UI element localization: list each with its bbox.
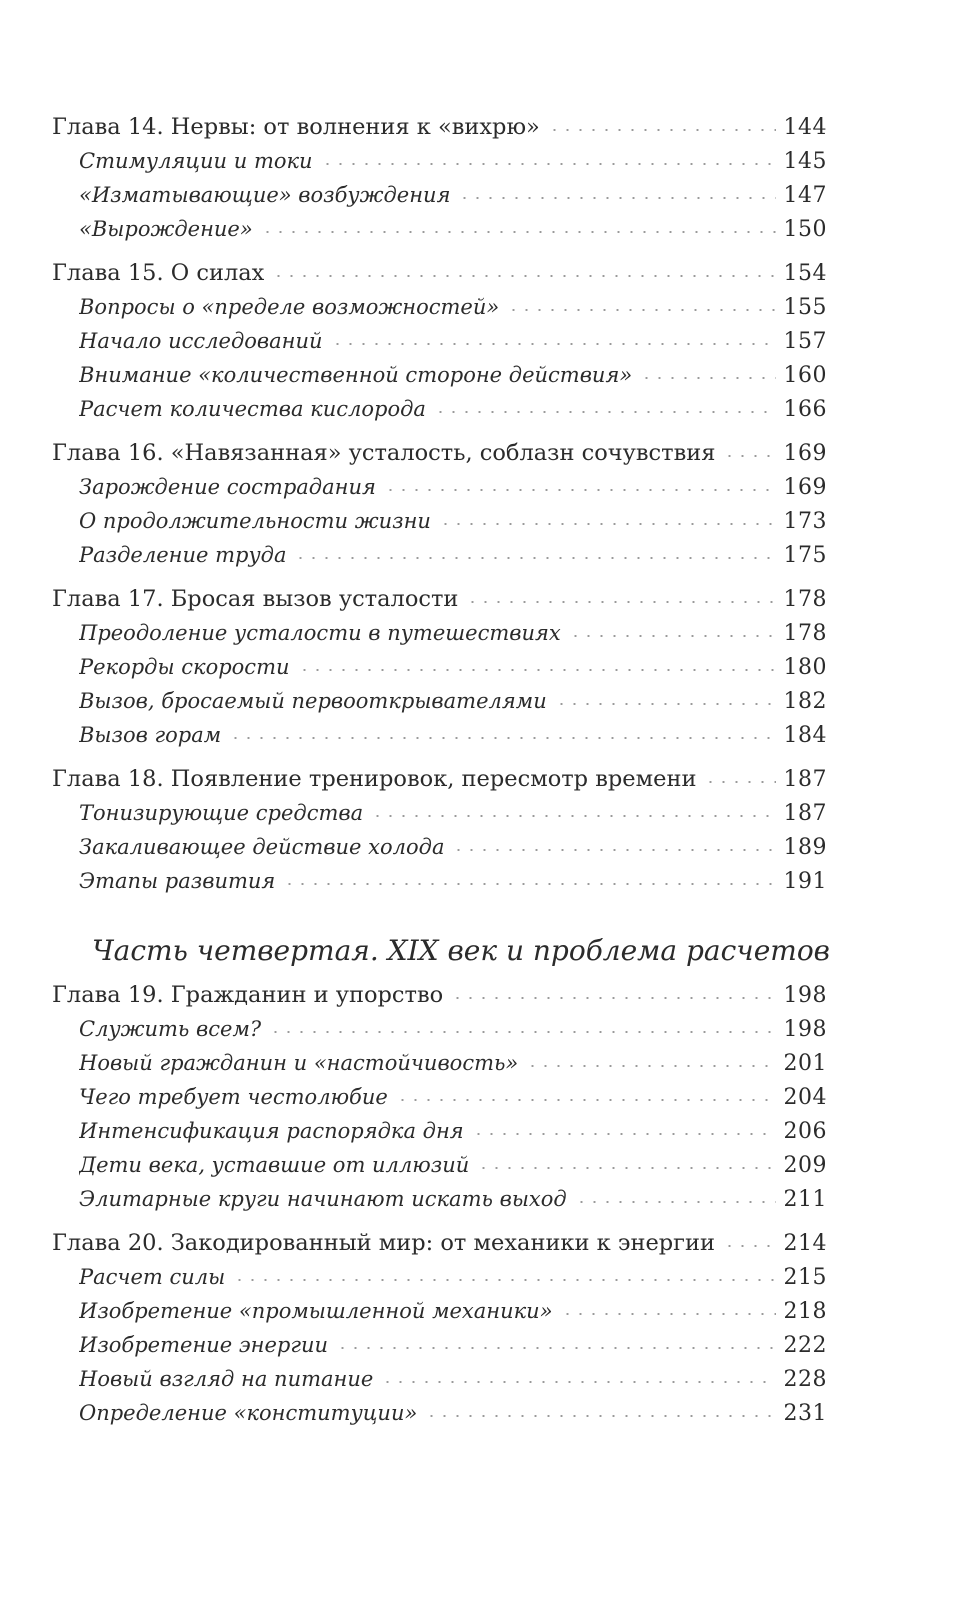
dot-leader xyxy=(298,669,776,671)
section-entry-title: Дети века, уставшие от иллюзий xyxy=(79,1153,470,1177)
page-number: 204 xyxy=(783,1085,827,1110)
section-entry[interactable] xyxy=(52,1114,827,1148)
page-number: 173 xyxy=(783,509,827,534)
section-entry[interactable] xyxy=(52,470,827,504)
section-entry[interactable] xyxy=(52,1046,827,1080)
dot-leader xyxy=(434,411,776,413)
page-number: 206 xyxy=(783,1119,827,1144)
page-number: 178 xyxy=(783,587,827,612)
dot-leader xyxy=(261,231,776,233)
chapter-entry[interactable] xyxy=(52,762,827,796)
section-entry[interactable] xyxy=(52,616,827,650)
page-number: 157 xyxy=(783,329,827,354)
section-entry-title: Этапы развития xyxy=(79,869,276,893)
page-number: 211 xyxy=(783,1187,827,1212)
dot-leader xyxy=(283,883,775,885)
page-number: 160 xyxy=(783,363,827,388)
section-entry-title: О продолжительности жизни xyxy=(79,509,431,533)
chapter-entry-title: Глава 19. Гражданин и упорство xyxy=(52,982,444,1008)
dot-leader xyxy=(331,343,776,345)
page-number: 198 xyxy=(783,983,827,1008)
dot-leader xyxy=(294,557,775,559)
dot-leader xyxy=(526,1065,775,1067)
page-number: 169 xyxy=(783,441,827,466)
page-number: 182 xyxy=(783,689,827,714)
section-entry-title: Элитарные круги начинают искать выход xyxy=(79,1187,567,1211)
page-number: 198 xyxy=(783,1017,827,1042)
dot-leader xyxy=(233,1279,775,1281)
section-entry-title: Интенсификация распорядка дня xyxy=(79,1119,464,1143)
section-entry-title: Изобретение «промышленной механики» xyxy=(79,1299,553,1323)
dot-leader xyxy=(396,1099,776,1101)
section-entry-title: Вызов, бросаемый первооткрывателями xyxy=(79,689,547,713)
chapter-group xyxy=(52,978,827,1216)
section-entry-title: Вызов горам xyxy=(79,723,222,747)
section-entry-title: Определение «конституции» xyxy=(79,1401,418,1425)
chapter-group xyxy=(52,256,827,426)
chapter-entry-title: Глава 17. Бросая вызов усталости xyxy=(52,586,459,612)
section-entry[interactable] xyxy=(52,538,827,572)
section-entry-title: Закаливающее действие холода xyxy=(79,835,445,859)
page-number: 201 xyxy=(783,1051,827,1076)
section-entry-title: «Вырождение» xyxy=(79,217,253,241)
chapter-entry-title: Глава 18. Появление тренировок, пересмотр времени xyxy=(52,766,697,792)
chapter-entry[interactable] xyxy=(52,1226,827,1260)
chapter-entry-title: Глава 14. Нервы: от волнения к «вихрю» xyxy=(52,114,540,140)
page-number: 184 xyxy=(783,723,827,748)
dot-leader xyxy=(555,703,776,705)
part-heading: Часть четвертая. XIX век и проблема расчетов xyxy=(92,934,830,967)
page-number: 147 xyxy=(783,183,827,208)
section-entry[interactable] xyxy=(52,290,827,324)
page-number: 150 xyxy=(783,217,827,242)
chapter-entry-title: Глава 16. «Навязанная» усталость, соблазн сочувствия xyxy=(52,440,716,466)
dot-leader xyxy=(272,275,775,277)
section-entry-title: Расчет количества кислорода xyxy=(79,397,426,421)
dot-leader xyxy=(723,1245,776,1247)
page-number: 187 xyxy=(783,767,827,792)
section-entry[interactable] xyxy=(52,1182,827,1216)
section-entry-title: Чего требует честолюбие xyxy=(79,1085,388,1109)
section-entry[interactable] xyxy=(52,324,827,358)
section-entry-title: Внимание «количественной стороне действия» xyxy=(79,363,633,387)
section-entry-title: Тонизирующие средства xyxy=(79,801,364,825)
page-number: 191 xyxy=(783,869,827,894)
dot-leader xyxy=(381,1381,775,1383)
section-entry[interactable] xyxy=(52,392,827,426)
page-number: 214 xyxy=(783,1231,827,1256)
dot-leader xyxy=(575,1201,776,1203)
section-entry[interactable] xyxy=(52,830,827,864)
chapter-group xyxy=(52,1226,827,1430)
page-number: 187 xyxy=(783,801,827,826)
section-entry[interactable] xyxy=(52,178,827,212)
section-entry-title: Новый взгляд на питание xyxy=(79,1367,374,1391)
section-entry[interactable] xyxy=(52,144,827,178)
section-entry[interactable] xyxy=(52,650,827,684)
chapter-entry[interactable] xyxy=(52,978,827,1012)
section-entry-title: Зарождение сострадания xyxy=(79,475,376,499)
table-of-contents xyxy=(52,110,830,1440)
section-entry[interactable] xyxy=(52,212,827,246)
section-entry-title: Стимуляции и токи xyxy=(79,149,313,173)
dot-leader xyxy=(371,815,775,817)
section-entry-title: Вопросы о «пределе возможностей» xyxy=(79,295,500,319)
section-entry-title: Служить всем? xyxy=(79,1017,262,1041)
section-entry-title: Изобретение энергии xyxy=(79,1333,329,1357)
page-number: 169 xyxy=(783,475,827,500)
section-entry[interactable] xyxy=(52,718,827,752)
dot-leader xyxy=(561,1313,776,1315)
page-number: 209 xyxy=(783,1153,827,1178)
dot-leader xyxy=(507,309,775,311)
chapter-entry[interactable] xyxy=(52,110,827,144)
chapter-entry-title: Глава 20. Закодированный мир: от механики к энергии xyxy=(52,1230,715,1256)
section-entry[interactable] xyxy=(52,1294,827,1328)
chapter-entry[interactable] xyxy=(52,256,827,290)
section-entry[interactable] xyxy=(52,1328,827,1362)
section-entry[interactable] xyxy=(52,358,827,392)
section-entry[interactable] xyxy=(52,864,827,898)
section-entry[interactable] xyxy=(52,796,827,830)
page-number: 145 xyxy=(783,149,827,174)
dot-leader xyxy=(704,781,775,783)
dot-leader xyxy=(723,455,775,457)
dot-leader xyxy=(569,635,776,637)
page-number: 189 xyxy=(783,835,827,860)
dot-leader xyxy=(229,737,775,739)
section-entry[interactable] xyxy=(52,684,827,718)
dot-leader xyxy=(321,163,776,165)
page-number: 218 xyxy=(783,1299,827,1324)
dot-leader xyxy=(425,1415,775,1417)
section-entry-title: «Изматывающие» возбуждения xyxy=(79,183,451,207)
chapter-group xyxy=(52,582,827,752)
section-entry[interactable] xyxy=(52,1362,827,1396)
dot-leader xyxy=(466,601,775,603)
chapter-entry[interactable] xyxy=(52,582,827,616)
dot-leader xyxy=(439,523,776,525)
page-number: 215 xyxy=(783,1265,827,1290)
dot-leader xyxy=(640,377,775,379)
page-number: 222 xyxy=(783,1333,827,1358)
chapter-entry-title: Глава 15. О силах xyxy=(52,260,265,286)
section-entry-title: Новый гражданин и «настойчивость» xyxy=(79,1051,519,1075)
section-entry[interactable] xyxy=(52,1012,827,1046)
chapter-entry[interactable] xyxy=(52,436,827,470)
chapter-group xyxy=(52,110,827,246)
section-entry-title: Преодоление усталости в путешествиях xyxy=(79,621,561,645)
section-entry[interactable] xyxy=(52,1080,827,1114)
section-entry-title: Рекорды скорости xyxy=(79,655,290,679)
dot-leader xyxy=(384,489,776,491)
page-number: 231 xyxy=(783,1401,827,1426)
page-number: 154 xyxy=(783,261,827,286)
dot-leader xyxy=(336,1347,775,1349)
section-entry[interactable] xyxy=(52,1396,827,1430)
dot-leader xyxy=(458,197,775,199)
dot-leader xyxy=(269,1031,775,1033)
dot-leader xyxy=(477,1167,775,1169)
page-number: 178 xyxy=(783,621,827,646)
section-entry-title: Разделение труда xyxy=(79,543,287,567)
dot-leader xyxy=(451,997,775,999)
chapter-group xyxy=(52,436,827,572)
page-number: 166 xyxy=(783,397,827,422)
page-number: 228 xyxy=(783,1367,827,1392)
section-entry[interactable] xyxy=(52,1260,827,1294)
page-number: 155 xyxy=(783,295,827,320)
section-entry[interactable] xyxy=(52,1148,827,1182)
page-number: 144 xyxy=(783,115,827,140)
dot-leader xyxy=(452,849,775,851)
chapter-group xyxy=(52,762,827,898)
section-entry-title: Начало исследований xyxy=(79,329,323,353)
section-entry-title: Расчет силы xyxy=(79,1265,226,1289)
dot-leader xyxy=(472,1133,776,1135)
page-number: 180 xyxy=(783,655,827,680)
dot-leader xyxy=(548,129,776,131)
page-number: 175 xyxy=(783,543,827,568)
section-entry[interactable] xyxy=(52,504,827,538)
